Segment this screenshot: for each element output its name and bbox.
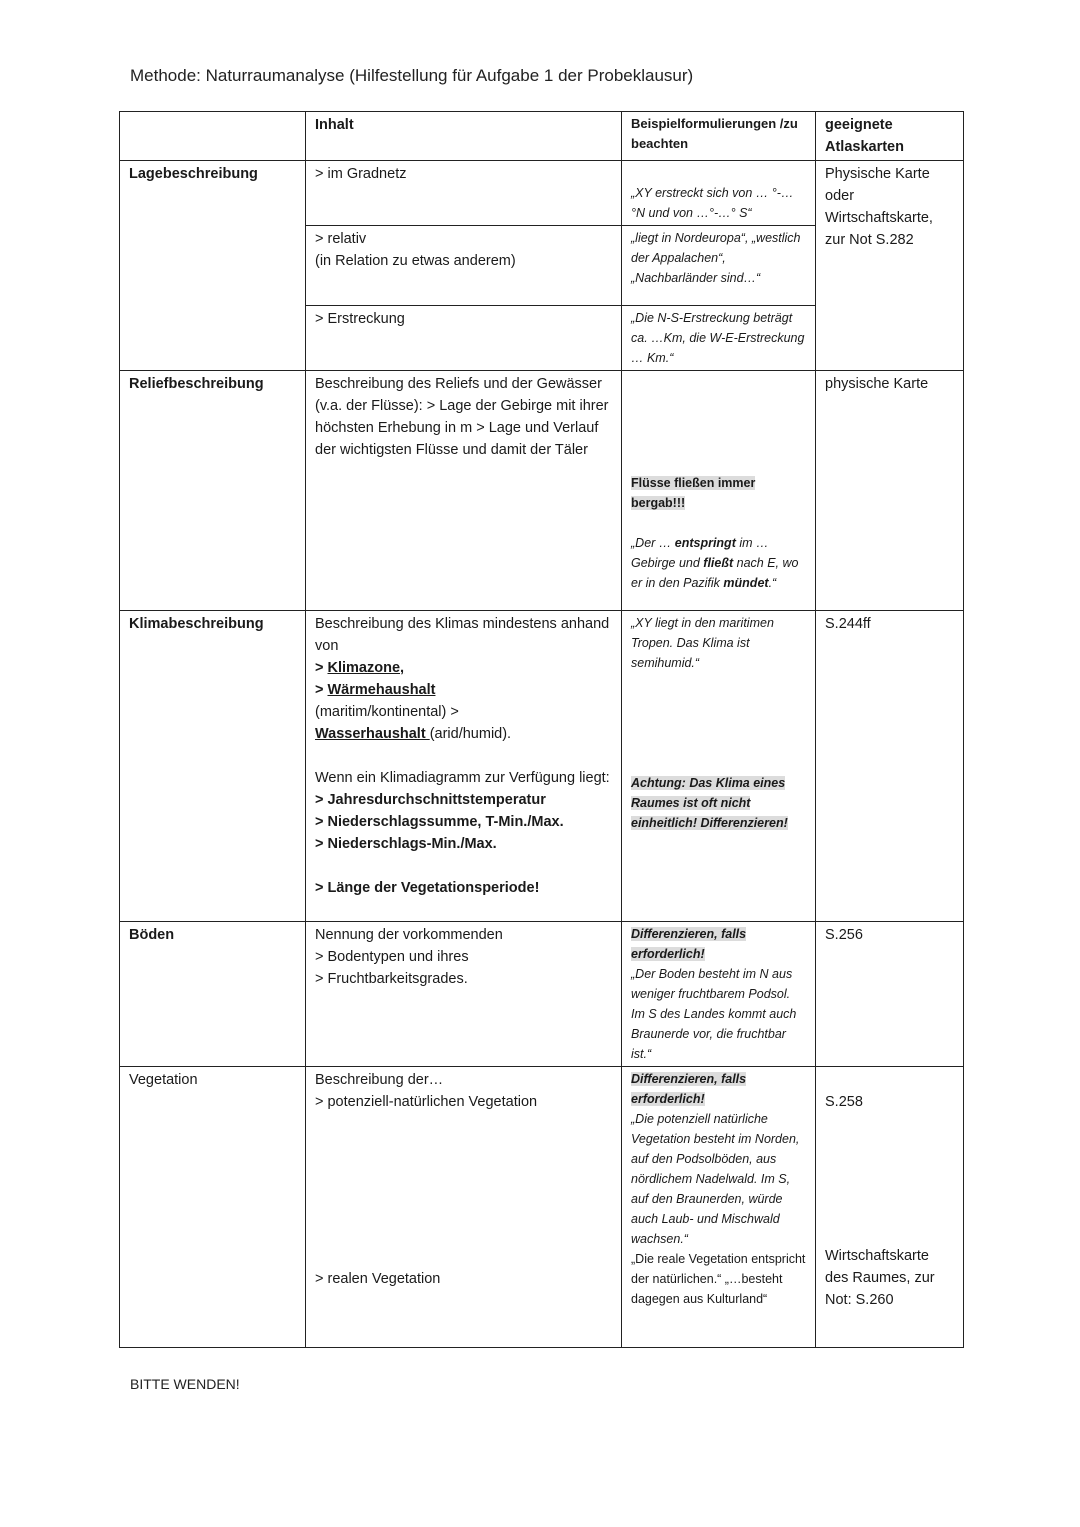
lage-maps: Physische Karte oder Wirtschaftskarte, zur Not S.282 — [816, 161, 964, 371]
relief-note: Flüsse fließen immer bergab!!! — [631, 476, 756, 510]
header-category — [120, 112, 306, 161]
relief-example — [622, 371, 816, 611]
klima-klimazone: > Klimazone, — [315, 660, 405, 676]
lage-relativ-line1: > relativ — [315, 231, 367, 247]
vegetation-line-1: Beschreibung der… — [315, 1072, 444, 1088]
klima-diagram-intro: Wenn ein Klimadiagramm zur Verfügung liegt: — [315, 770, 610, 786]
lage-row-gradnetz — [120, 161, 964, 226]
vegetation-example-2: „Die reale Vegetation entspricht der natürlichen.“ „…besteht dagegen aus Kulturland“ — [631, 1252, 806, 1306]
lage-gradnetz-content: > im Gradnetz — [306, 161, 622, 226]
vegetation-category: Vegetation — [120, 1067, 306, 1348]
analysis-table — [119, 111, 964, 1348]
header-maps: geeignete Atlaskarten — [816, 112, 964, 161]
header-content: Inhalt — [306, 112, 622, 161]
boeden-line-1: Nennung der vorkommenden — [315, 927, 503, 943]
klima-item-2: > Niederschlagssumme, T-Min./Max. — [315, 814, 564, 830]
boeden-line-2: > Bodentypen und ihres — [315, 949, 469, 965]
klima-item-1: > Jahresdurchschnittstemperatur — [315, 792, 546, 808]
boeden-maps: S.256 — [816, 922, 964, 1067]
lage-gradnetz-example — [622, 161, 816, 226]
vegetation-content — [306, 1067, 622, 1348]
vegetation-line-2: > potenziell-natürlichen Vegetation — [315, 1094, 538, 1110]
header-examples: Beispielformulierungen /zu beachten — [622, 112, 816, 161]
boeden-example-text: „Der Boden besteht im N aus weniger fruchtbarem Podsol. Im S des Landes kommt auch Braunerde vor, die fruchtbar ist.“ — [631, 967, 797, 1061]
klima-item-3: > Niederschlags-Min./Max. — [315, 836, 497, 852]
relief-row — [120, 371, 964, 611]
lage-erstreckung-example: „Die N-S-Erstreckung beträgt ca. …Km, die W-E-Erstreckung … Km.“ — [622, 306, 816, 371]
vegetation-maps-1: S.258 — [825, 1094, 863, 1110]
relief-example-text: „Der … entspringt im … Gebirge und fließt nach E, wo er in den Pazifik mündet.“ — [631, 536, 799, 590]
lage-category: Lagebeschreibung — [120, 161, 306, 371]
vegetation-example-1: „Die potenziell natürliche Vegetation besteht im Norden, auf den Podsolböden, aus nördlichem Nadelwald. Im S, auf den Braunerden, würde auch Laub- und Mischwald wachsen.“ — [631, 1112, 800, 1246]
klima-row — [120, 611, 964, 922]
klima-example-text: „XY liegt in den maritimen Tropen. Das Klima ist semihumid.“ — [631, 616, 774, 670]
boeden-row — [120, 922, 964, 1067]
lage-erstreckung-content: > Erstreckung — [306, 306, 622, 371]
vegetation-maps-2: Wirtschaftskarte des Raumes, zur Not: S.260 — [825, 1248, 935, 1308]
relief-maps: physische Karte — [816, 371, 964, 611]
relief-category: Reliefbeschreibung — [120, 371, 306, 611]
klima-category: Klimabeschreibung — [120, 611, 306, 922]
klima-maps: S.244ff — [816, 611, 964, 922]
klima-item-4: > Länge der Vegetationsperiode! — [315, 880, 540, 896]
boeden-content — [306, 922, 622, 1067]
klima-waerme-detail: (maritim/kontinental) > — [315, 704, 459, 720]
vegetation-example — [622, 1067, 816, 1348]
vegetation-row — [120, 1067, 964, 1348]
footer-note: BITTE WENDEN! — [130, 1376, 240, 1392]
relief-content: Beschreibung des Reliefs und der Gewässer (v.a. der Flüsse): > Lage der Gebirge mit ihrer höchsten Erhebung in m > Lage und Verlauf der wichtigsten Flüsse und damit der Täler — [306, 371, 622, 611]
vegetation-note: Differenzieren, falls erforderlich! — [631, 1072, 747, 1106]
klima-example — [622, 611, 816, 922]
vegetation-maps — [816, 1067, 964, 1348]
vegetation-line-3: > realen Vegetation — [315, 1271, 441, 1287]
boeden-category: Böden — [120, 922, 306, 1067]
lage-gradnetz-example-text: „XY erstreckt sich von … °-…°N und von …°-…° S“ — [631, 186, 794, 220]
klima-note: Achtung: Das Klima eines Raumes ist oft nicht einheitlich! Differenzieren! — [631, 776, 788, 830]
boeden-line-3: > Fruchtbarkeitsgrades. — [315, 971, 468, 987]
page-title: Methode: Naturraumanalyse (Hilfestellung für Aufgabe 1 der Probeklausur) — [130, 66, 694, 85]
lage-relativ-example: „liegt in Nordeuropa“, „westlich der Appalachen“, „Nachbarländer sind…“ — [622, 226, 816, 306]
lage-relativ-content — [306, 226, 622, 306]
klima-waerme: > Wärmehaushalt — [315, 682, 436, 698]
boeden-example — [622, 922, 816, 1067]
header-row — [120, 112, 964, 161]
klima-wasser: Wasserhaushalt (arid/humid). — [315, 726, 512, 742]
lage-relativ-line2: (in Relation zu etwas anderem) — [315, 253, 516, 269]
boeden-note: Differenzieren, falls erforderlich! — [631, 927, 747, 961]
klima-content — [306, 611, 622, 922]
klima-intro: Beschreibung des Klimas mindestens anhand von — [315, 616, 610, 654]
